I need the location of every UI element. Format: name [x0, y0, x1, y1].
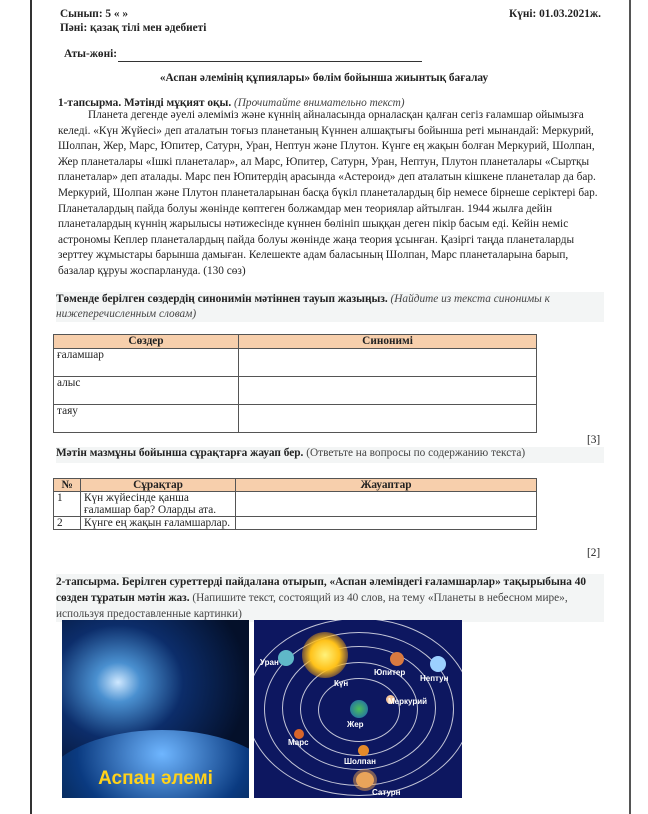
question-text: Күн жүйесінде қанша ғаламшар бар? Оларды ата. — [81, 492, 236, 517]
task2-heading-ru: (Напишите текст, состоящий из 40 слов, на тему «Планеты в небесном мире», используя предоставленные картинки) — [56, 592, 568, 620]
neptune-icon — [430, 656, 446, 672]
space-image-caption: Аспан әлемі — [98, 768, 213, 789]
answer-cell[interactable] — [236, 492, 537, 517]
table-row — [54, 517, 537, 530]
earth-icon — [350, 700, 368, 718]
uranus-icon — [278, 650, 294, 666]
planet-label: Нептун — [420, 674, 449, 683]
column-header: Сұрақтар — [81, 479, 236, 492]
question-number: 2 — [54, 517, 81, 530]
page-border-left — [30, 0, 32, 814]
word-cell: алыс — [54, 377, 239, 405]
task2-heading-kz: 2-тапсырма. Берілген суреттерді пайдалана отырып, «Аспан әлеміндегі ғаламшарлар» тақырыбына 40 сөзден тұратын мәтін жаз. — [56, 576, 587, 604]
task1-heading-kz: 1-тапсырма. Мәтінді мұқият оқы. — [58, 97, 232, 109]
word-cell: ғаламшар — [54, 349, 239, 377]
reading-text: Планета дегенде әуелі әлеміміз және күннің айналасында орналасқан қалған сегіз ғаламшар ойымызға келеді. «Күн Жүйесі» деп аталатын тоғыз планетаның Күннен алшақтығы бойынша реті мынандай: Меркурий, Шолпан, Жер, Марс, Юпитер, Сатурн, Уран, Нептун және Плутон. Күнге ең жақын болған Меркурий, Шолпан, Жер планеталары «Ішкі планеталар», ал Марс, Юпитер, Сатурн, Уран, Нептун, Плутон планеталары «Сыртқы планеталар» деп аталады. Марс пен Юпитердің арасында «Астероид» деп аталатын кішкене планеталар да бар. Меркурий, Шолпан және Плутон планеталарынан басқа бүкіл планеталардың бір немесе бірнеше серіктері бар. Планеталардың пайда болуы жөнінде көптеген болжамдар мен теориялар айтылған. 1944 жылға дейін планеталардың күннің жарылысы нәтижесінде күннен бөлініп шыққан деген пікір басым еді. Кейін неміс астрономы Кеплер планеталардың пайда болуы жөнінде жаңа теория ұсынған. Қазіргі таңда планеталарды зерттеу жұмыстары барынша дамыған. Келешекте адам баласының Шолпан, Марс планеталарына барып, базалар құруы жоспарлануда. (130 сөз) — [58, 109, 598, 277]
synonyms-heading — [56, 292, 604, 322]
task2-heading — [56, 574, 604, 622]
question-text: Күнге ең жақын ғаламшарлар. — [81, 517, 236, 530]
questions-heading-kz: Мәтін мазмұны бойынша сұрақтарға жауап бер. — [56, 447, 304, 459]
synonym-answer-cell[interactable] — [239, 349, 537, 377]
questions-score: [2] — [587, 547, 601, 559]
synonym-answer-cell[interactable] — [239, 405, 537, 433]
column-header: № — [54, 479, 81, 492]
space-image — [62, 620, 249, 798]
task1-heading-ru: (Прочитайте внимательно текст) — [234, 97, 405, 109]
column-header: Сөздер — [54, 335, 239, 349]
name-label: Аты-жөні: — [64, 48, 117, 60]
word-cell: таяу — [54, 405, 239, 433]
venus-icon — [358, 745, 369, 756]
answer-cell[interactable] — [236, 517, 537, 530]
questions-heading-ru: (Ответьте на вопросы по содержанию текста) — [306, 447, 526, 459]
sun-icon — [302, 632, 348, 678]
planet-label: Юпитер — [374, 668, 406, 677]
synonyms-heading-kz: Төменде берілген сөздердің синонимін мәтіннен тауып жазыңыз. — [56, 293, 388, 305]
question-number: 1 — [54, 492, 81, 517]
table-row — [54, 377, 537, 405]
synonyms-score: [3] — [587, 434, 601, 446]
column-header: Синонимі — [239, 335, 537, 349]
table-row — [54, 405, 537, 433]
name-input-line[interactable] — [118, 60, 422, 62]
planet-label: Сатурн — [372, 788, 401, 797]
solar-system-image — [254, 620, 462, 798]
saturn-icon — [356, 772, 374, 788]
table-row — [54, 492, 537, 517]
planet-label: Күн — [334, 679, 349, 688]
jupiter-icon — [390, 652, 404, 666]
planet-label: Меркурий — [388, 697, 428, 706]
class-label: Сынып: 5 « » — [60, 8, 128, 20]
questions-table — [53, 478, 537, 530]
subject-label: Пәні: қазақ тілі мен әдебиеті — [60, 22, 207, 34]
planet-label: Шолпан — [344, 757, 376, 766]
synonym-answer-cell[interactable] — [239, 377, 537, 405]
synonyms-table — [53, 334, 537, 433]
date-label: Күні: 01.03.2021ж. — [509, 8, 601, 20]
planet-label: Марс — [288, 738, 309, 747]
planet-label: Жер — [347, 720, 364, 729]
questions-heading — [56, 447, 604, 463]
planet-label: Уран — [260, 658, 279, 667]
page-title: «Аспан әлемінің құпиялары» бөлім бойынша жиынтық бағалау — [159, 72, 489, 84]
column-header: Жауаптар — [236, 479, 537, 492]
synonyms-heading-ru: (Найдите из текста синонимы к нижеперечисленным словам) — [56, 293, 550, 320]
table-row — [54, 349, 537, 377]
page-border-right — [629, 0, 631, 814]
